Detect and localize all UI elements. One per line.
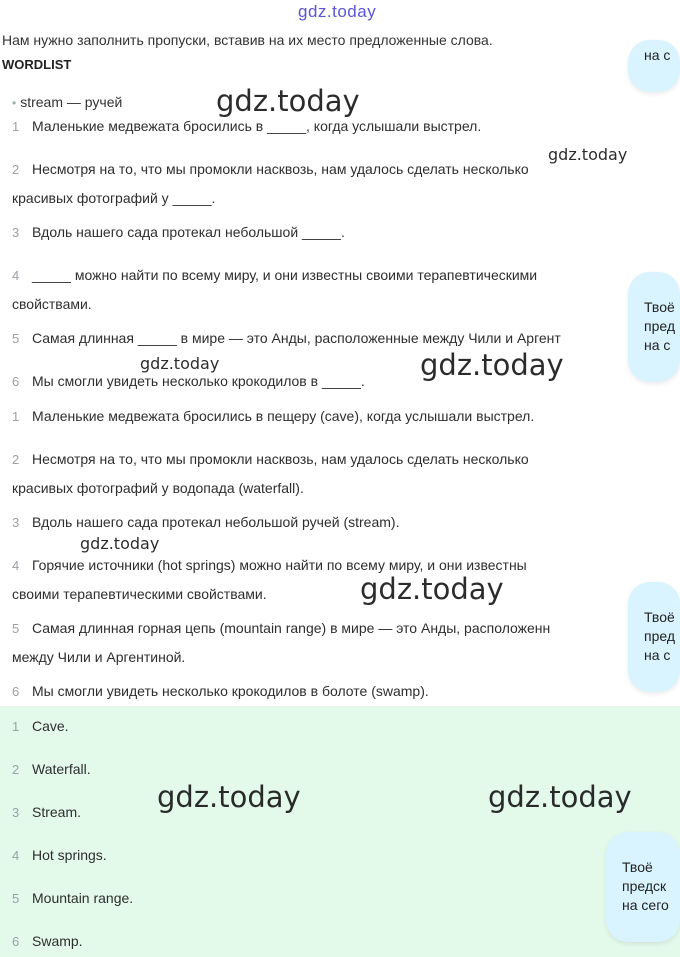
- item-text: Несмотря на то, что мы промокли насквозь, нам удалось сделать несколько: [32, 451, 529, 467]
- promo-bubble[interactable]: [628, 582, 680, 692]
- item-number: 6: [12, 934, 20, 949]
- item-number: 5: [12, 891, 20, 906]
- item-number: 1: [12, 119, 20, 134]
- exercise-item: [12, 155, 529, 212]
- answer-item: [12, 927, 83, 956]
- filled-item: [12, 677, 429, 706]
- item-text: Самая длинная _____ в мире — это Анды, расположенные между Чили и Аргент: [32, 330, 561, 346]
- filled-item: [12, 614, 550, 671]
- item-number: 4: [12, 848, 20, 863]
- item-number: 4: [12, 558, 20, 573]
- answer-text: Hot springs.: [32, 847, 107, 863]
- item-text-cont: между Чили и Аргентиной.: [12, 649, 186, 665]
- watermark: gdz.today: [488, 780, 632, 814]
- item-number: 3: [12, 805, 20, 820]
- promo-bubble-text: на с: [644, 47, 671, 63]
- promo-bubble[interactable]: [628, 40, 680, 92]
- item-number: 3: [12, 225, 20, 240]
- item-text: Самая длинная горная цепь (mountain range) в мире — это Анды, расположенн: [32, 620, 551, 636]
- item-text-cont: своими терапевтическими свойствами.: [12, 586, 267, 602]
- task-instruction: Нам нужно заполнить пропуски, вставив на их место предложенные слова.: [2, 32, 493, 48]
- exercise-item: [12, 261, 537, 318]
- item-text: Горячие источники (hot springs) можно найти по всему миру, и они известны: [32, 557, 527, 573]
- filled-item: [12, 445, 529, 502]
- watermark: gdz.today: [80, 534, 160, 553]
- watermark: gdz.today: [420, 348, 564, 382]
- wordlist-heading: WORDLIST: [2, 57, 72, 72]
- exercise-item: [12, 218, 345, 247]
- promo-bubble-text: пред: [644, 628, 676, 644]
- watermark: gdz.today: [140, 354, 220, 373]
- item-number: 6: [12, 684, 20, 699]
- answer-text: Mountain range.: [32, 890, 134, 906]
- promo-bubble-text: Твоё: [622, 859, 653, 875]
- promo-bubble-text: предск: [622, 878, 667, 894]
- promo-bubble-text: Твоё: [644, 299, 675, 315]
- answer-text: Waterfall.: [32, 761, 91, 777]
- item-text: Мы смогли увидеть несколько крокодилов в _____.: [32, 373, 365, 389]
- item-text: Мы смогли увидеть несколько крокодилов в болоте (swamp).: [32, 683, 429, 699]
- promo-bubble-text: на сего: [622, 897, 669, 913]
- item-number: 2: [12, 762, 20, 777]
- item-number: 4: [12, 268, 20, 283]
- promo-bubble-text: на с: [644, 647, 671, 663]
- promo-bubble[interactable]: [606, 832, 680, 942]
- filled-item: [12, 402, 534, 431]
- promo-bubble-text: на с: [644, 337, 671, 353]
- item-number: 6: [12, 374, 20, 389]
- item-text-cont: свойствами.: [12, 296, 92, 312]
- site-logo[interactable]: gdz.today: [298, 2, 377, 21]
- item-text: Маленькие медвежата бросились в пещеру (cave), когда услышали выстрел.: [32, 408, 535, 424]
- answer-item: [12, 884, 133, 913]
- watermark: gdz.today: [360, 572, 504, 606]
- item-number: 2: [12, 162, 20, 177]
- item-number: 1: [12, 719, 20, 734]
- watermark: gdz.today: [216, 84, 360, 118]
- promo-bubble-text: Твоё: [644, 609, 675, 625]
- item-text-cont: красивых фотографий у _____.: [12, 190, 216, 206]
- filled-item: [12, 508, 399, 537]
- answers-section: [0, 706, 680, 957]
- wordlist-item: [12, 94, 122, 110]
- item-text: _____ можно найти по всему миру, и они известны своими терапевтическими: [32, 267, 538, 283]
- item-number: 5: [12, 331, 20, 346]
- item-text: Вдоль нашего сада протекал небольшой ручей (stream).: [32, 514, 400, 530]
- answer-item: [12, 712, 69, 741]
- watermark: gdz.today: [157, 780, 301, 814]
- wordlist-item-text: stream — ручей: [20, 94, 123, 110]
- item-text: Маленькие медвежата бросились в _____, когда услышали выстрел.: [32, 118, 482, 134]
- watermark: gdz.today: [548, 145, 628, 164]
- item-text: Вдоль нашего сада протекал небольшой _____.: [32, 224, 345, 240]
- item-number: 1: [12, 409, 20, 424]
- item-text-cont: красивых фотографий у водопада (waterfall).: [12, 480, 304, 496]
- item-number: 5: [12, 621, 20, 636]
- answer-text: Stream.: [32, 804, 82, 820]
- promo-bubble-text: пред: [644, 318, 676, 334]
- bullet-icon: •: [12, 96, 17, 110]
- item-text: Несмотря на то, что мы промокли насквозь, нам удалось сделать несколько: [32, 161, 529, 177]
- answer-item: [12, 841, 107, 870]
- item-number: 3: [12, 515, 20, 530]
- item-number: 2: [12, 452, 20, 467]
- answer-item: [12, 755, 91, 784]
- answer-text: Cave.: [32, 718, 69, 734]
- answer-item: [12, 798, 81, 827]
- promo-bubble[interactable]: [628, 272, 680, 382]
- answer-text: Swamp.: [32, 933, 83, 949]
